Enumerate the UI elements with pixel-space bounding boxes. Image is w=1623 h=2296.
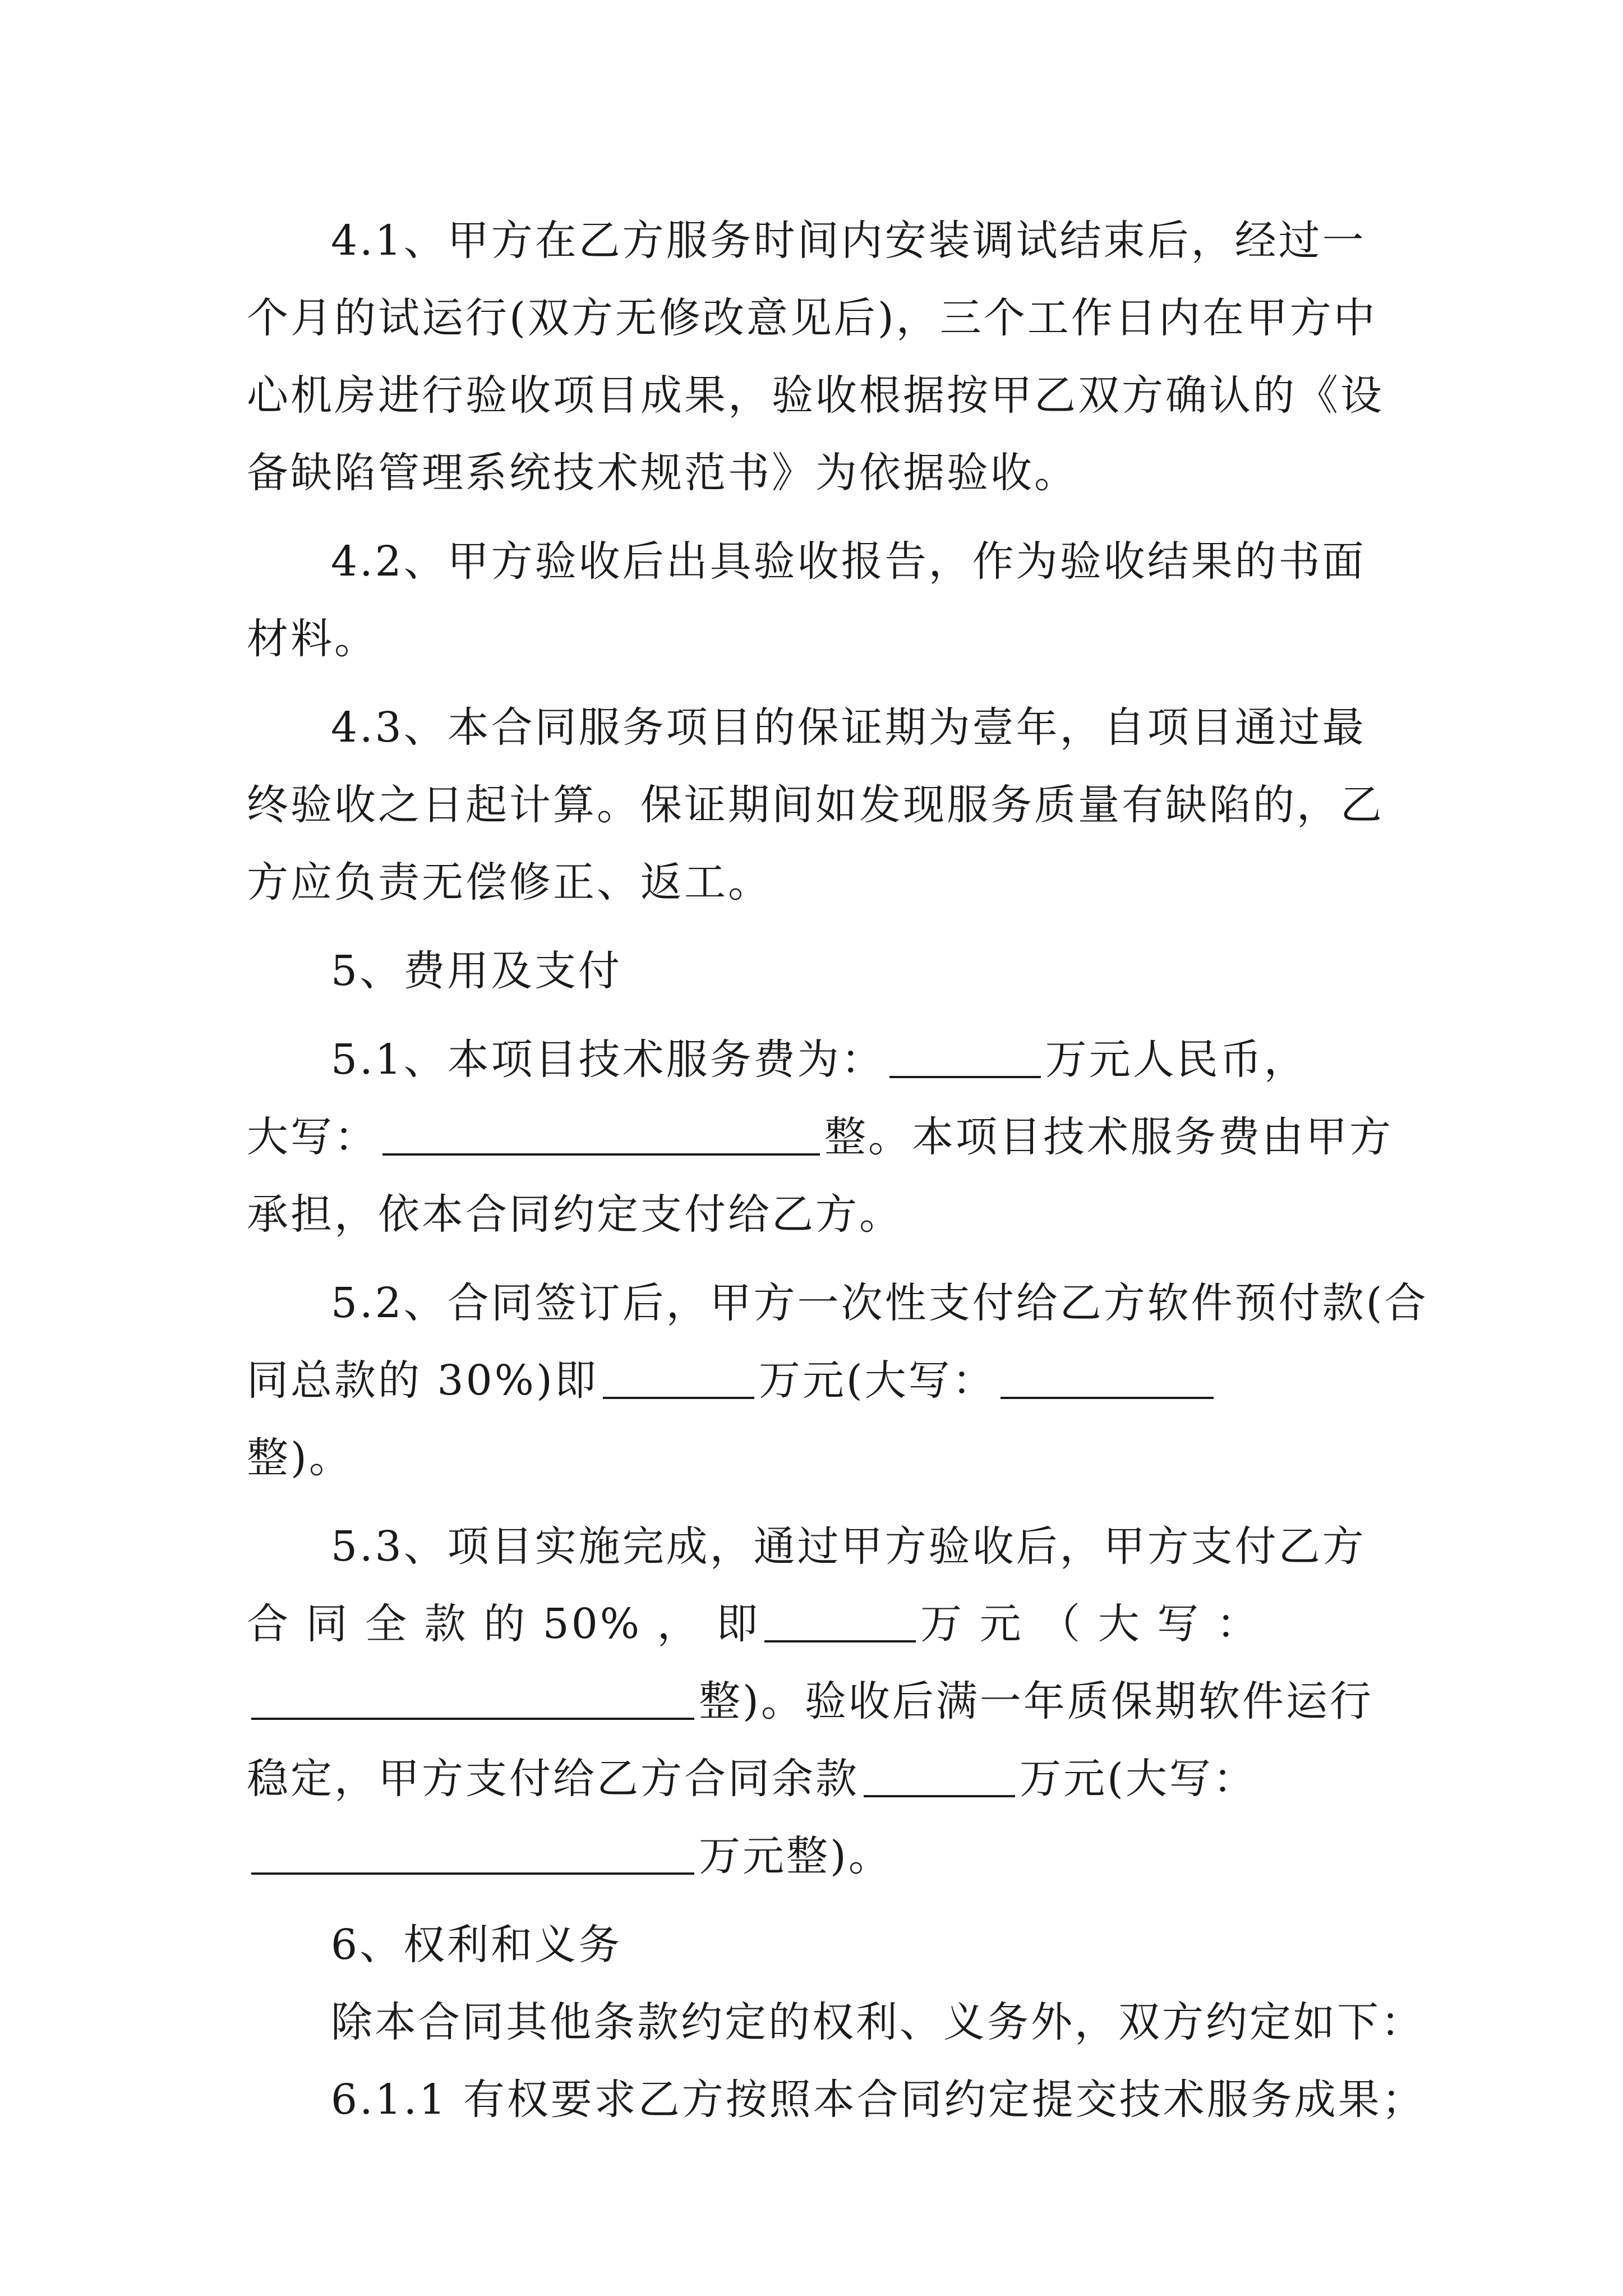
- balance-words-blank[interactable]: [251, 1831, 694, 1875]
- clause-4-3-line-1: 4.3、本合同服务项目的保证期为壹年，自项目通过最: [331, 703, 1366, 752]
- clause-5-2-line-2: [247, 1342, 1380, 1419]
- clause-5-2-text-a: 同总款的 30%)即: [247, 1356, 598, 1405]
- clause-5-1-text-b: 万元人民币，: [1045, 1036, 1308, 1084]
- clause-4-2-line-2: 材料。: [247, 615, 378, 663]
- prepayment-amount-blank[interactable]: [603, 1355, 754, 1399]
- clause-5-3-text-a: 合 同 全 款 的 50% ， 即: [247, 1600, 760, 1648]
- clause-5-1-line-3: 承担，依本合同约定支付给乙方。: [247, 1190, 903, 1239]
- fee-amount-blank[interactable]: [889, 1034, 1041, 1078]
- clause-5-3-line-5: [247, 1818, 1380, 1895]
- document-page: [247, 202, 1428, 2124]
- clause-4-1-line-4: 备缺陷管理系统技术规范书》为依据验收。: [247, 449, 1078, 497]
- clause-5-3-text-b: 万 元 （ 大 写 ：: [920, 1600, 1260, 1648]
- clause-4-2-line-1: 4.2、甲方验收后出具验收报告，作为验收结果的书面: [331, 537, 1366, 586]
- acceptance-payment-words-blank[interactable]: [251, 1676, 694, 1720]
- clause-4-3-line-2: 终验收之日起计算。保证期间如发现服务质量有缺陷的，乙: [247, 781, 1384, 829]
- clause-5-2-line-1: 5.2、合同签订后，甲方一次性支付给乙方软件预付款(合: [331, 1279, 1428, 1327]
- clause-5-1-line-1: [247, 1021, 1380, 1098]
- clause-5-2-line-3: 整)。: [247, 1434, 353, 1482]
- clause-5-3-text-f: 万元整)。: [699, 1832, 892, 1880]
- clause-5-3-line-2: [247, 1585, 1380, 1663]
- clause-4-1-line-1: 4.1、甲方在乙方服务时间内安装调试结束后，经过一: [331, 217, 1366, 265]
- clause-6-1-1: 6.1.1 有权要求乙方按照本合同约定提交技术服务成果；: [331, 2076, 1426, 2124]
- clause-5-3-line-4: [247, 1740, 1380, 1818]
- clause-5-3-line-3: [247, 1663, 1380, 1740]
- clause-5-1-line-2: [247, 1098, 1393, 1176]
- clause-5-3-text-d: 稳定，甲方支付给乙方合同余款: [247, 1755, 859, 1803]
- clause-5-3-text-c: 整)。验收后满一年质保期软件运行: [699, 1677, 1373, 1726]
- clause-4-1-line-2: 个月的试运行(双方无修改意见后)，三个工作日内在甲方中: [247, 294, 1377, 342]
- balance-amount-blank[interactable]: [864, 1754, 1015, 1797]
- clause-5-3-text-e: 万元(大写：: [1020, 1755, 1257, 1803]
- clause-4-3-line-3: 方应负责无偿修正、返工。: [247, 858, 772, 907]
- prepayment-words-blank[interactable]: [1000, 1355, 1214, 1399]
- clause-5-1-text-d: 整。本项目技术服务费由甲方: [824, 1113, 1393, 1161]
- clause-5-3-line-1: 5.3、项目实施完成，通过甲方验收后，甲方支付乙方: [331, 1522, 1366, 1571]
- fee-amount-words-blank[interactable]: [382, 1112, 820, 1156]
- section-5-heading: 5、费用及支付: [331, 947, 623, 995]
- section-6-intro: 除本合同其他条款约定的权利、义务外，双方约定如下：: [331, 1998, 1424, 2046]
- acceptance-payment-blank[interactable]: [764, 1599, 916, 1642]
- clause-5-1-text-a: 5.1、本项目技术服务费为：: [331, 1036, 885, 1084]
- clause-5-1-text-c: 大写：: [247, 1113, 378, 1161]
- section-6-heading: 6、权利和义务: [331, 1921, 623, 1969]
- clause-4-1-line-3: 心机房进行验收项目成果，验收根据按甲乙双方确认的《设: [247, 371, 1384, 420]
- clause-5-2-text-b: 万元(大写：: [758, 1356, 996, 1405]
